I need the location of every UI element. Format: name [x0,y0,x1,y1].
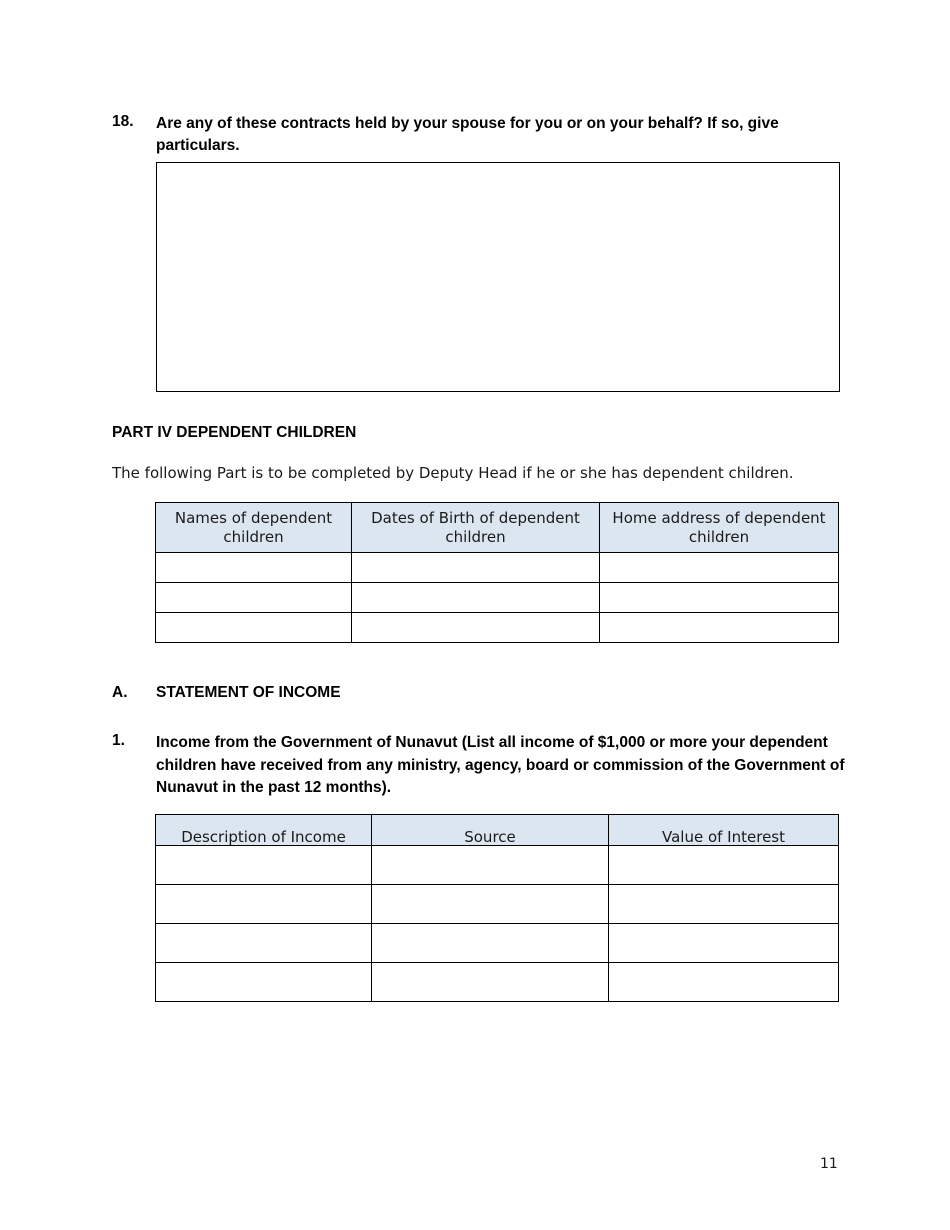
table-cell[interactable] [156,924,372,963]
table-cell[interactable] [600,553,839,583]
table-cell[interactable] [609,885,839,924]
table-cell[interactable] [156,613,352,643]
section-a-title: STATEMENT OF INCOME [156,684,341,701]
table-cell[interactable] [600,613,839,643]
table-header-row [156,503,839,553]
col-header-value: Value of Interest [609,815,839,846]
col-header-dates-of-birth: Dates of Birth of dependent children [352,503,600,553]
income-table [155,814,839,1002]
table-cell[interactable] [156,963,372,1002]
page-number: 11 [820,1156,838,1172]
table-cell[interactable] [352,583,600,613]
question-1-number: 1. [112,732,125,749]
table-row [156,553,839,583]
col-header-description: Description of Income [156,815,372,846]
table-cell[interactable] [372,963,609,1002]
table-row [156,885,839,924]
table-row [156,846,839,885]
question-18-answer-box[interactable] [156,162,840,392]
table-cell[interactable] [156,846,372,885]
table-row [156,613,839,643]
table-cell[interactable] [372,846,609,885]
table-cell[interactable] [372,885,609,924]
part-iv-intro: The following Part is to be completed by Deputy Head if he or she has dependent children. [112,464,794,482]
table-cell[interactable] [352,553,600,583]
table-cell[interactable] [609,924,839,963]
table-header-row [156,815,839,846]
section-a-letter: A. [112,684,128,701]
table-cell[interactable] [156,583,352,613]
table-cell[interactable] [156,885,372,924]
col-header-names: Names of dependent children [156,503,352,553]
question-18-number: 18. [112,113,134,130]
col-header-home-address: Home address of dependent children [600,503,839,553]
table-cell[interactable] [352,613,600,643]
dependent-children-table [155,502,839,643]
table-row [156,583,839,613]
table-cell[interactable] [609,846,839,885]
question-1-text: Income from the Government of Nunavut (List all income of $1,000 or more your dependent children have received from any ministry, agency, board or commission of the Government of Nunavut in the past 12 months). [156,734,845,796]
table-row [156,924,839,963]
table-cell[interactable] [372,924,609,963]
table-cell[interactable] [156,553,352,583]
question-18-text: Are any of these contracts held by your spouse for you or on your behalf? If so, give particulars. [156,115,779,154]
table-row [156,963,839,1002]
col-header-source: Source [372,815,609,846]
table-cell[interactable] [609,963,839,1002]
table-cell[interactable] [600,583,839,613]
part-iv-heading: PART IV DEPENDENT CHILDREN [112,424,357,441]
